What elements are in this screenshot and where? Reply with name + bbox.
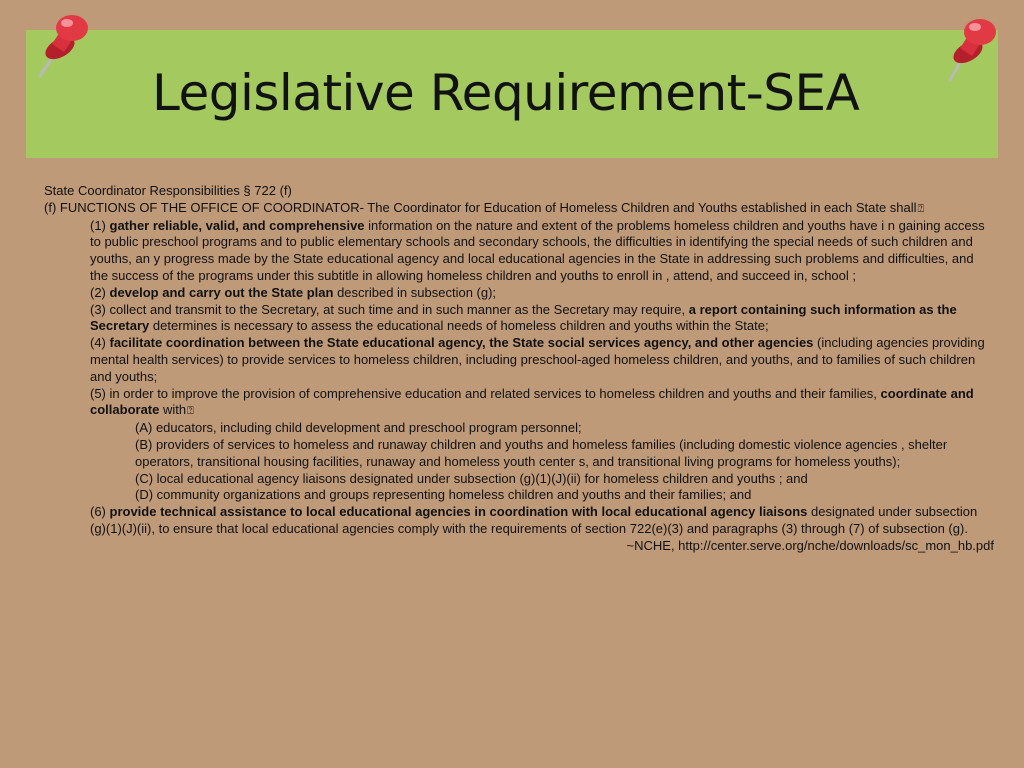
missing-glyph-icon: ⍰ <box>917 202 925 215</box>
sub-list-item: (B) providers of services to homeless and runaway children and youths and homeless families (including domestic violence agencies , shelter operators, transitional housing facilities, runaway and homeless youth center s, and transitional living programs for homeless youths); <box>135 436 948 469</box>
list-item: (1) gather reliable, valid, and comprehensive information on the nature and extent of the problems homeless children and youths have i n gaining access to public preschool programs and to public elementary schools and secondary schools, the difficulties in identifying the special needs of such children and youths, an y progress made by the State educational agency and local educational agencies in the State in addressing such problems and difficulties, and the success of the programs under this subtitle in allowing homeless children and youths to enroll in , attend, and succeed in, school ; <box>90 217 985 283</box>
sub-list-item: (D) community organizations and groups representing homeless children and youths and their families; and <box>135 487 752 503</box>
section-heading: State Coordinator Responsibilities § 722 (f) <box>44 183 292 198</box>
missing-glyph-icon: ⍰ <box>187 405 194 418</box>
intro-paragraph: (f) FUNCTIONS OF THE OFFICE OF COORDINATOR- The Coordinator for Education of Homeless Children and Youths established in each State shall⍰ <box>44 200 994 218</box>
list-item: (4) facilitate coordination between the State educational agency, the State social services agency, and other agencies (including agencies providing mental health services) to provide services to homeless children, including preschool-aged homeless children, and youths, and to families of such children and youths; <box>90 335 985 384</box>
list-item: (6) provide technical assistance to local educational agencies in coordination with local educational agency liaisons designated under subsection (g)(1)(J)(ii), to ensure that local educational agencies comply with the requirements of section 722(e)(3) and paragraphs (3) through (7) of subsection (g). <box>90 504 978 536</box>
list-item: (5) in order to improve the provision of comprehensive education and related services to homeless children and youths and their families, coordinate and collaborate with⍰ <box>44 386 994 421</box>
pushpin-icon <box>28 4 92 84</box>
list-item: (2) develop and carry out the State plan described in subsection (g); <box>90 284 497 300</box>
slide-body <box>44 183 994 555</box>
list-item: (3) collect and transmit to the Secretary, at such time and in such manner as the Secretary may require, a report containing such information as the Secretary determines is necessary to assess the educational needs of homeless children and youths within the State; <box>90 301 957 334</box>
sub-list-item: (C) local educational agency liaisons designated under subsection (g)(1)(J)(ii) for homeless children and youths ; and <box>135 470 808 486</box>
pushpin-icon <box>936 6 1000 86</box>
source-citation: ~NCHE, http://center.serve.org/nche/downloads/sc_mon_hb.pdf <box>626 537 994 553</box>
sub-list-item: (A) educators, including child development and preschool program personnel; <box>135 420 582 436</box>
slide-title: Legislative Requirement-SEA <box>152 64 860 122</box>
